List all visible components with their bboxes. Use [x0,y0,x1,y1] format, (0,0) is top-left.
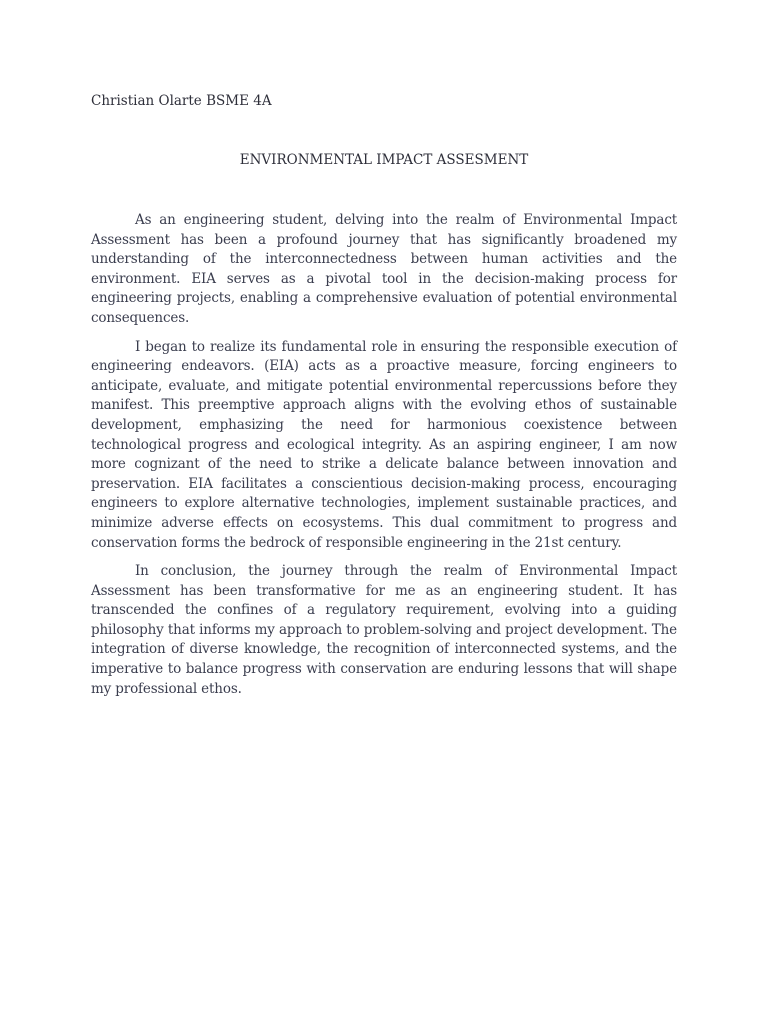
paragraph-2: I began to realize its fundamental role in ensuring the responsible execution of engineering endeavors. (EIA) acts as a proactive measure, forcing engineers to anticipate, evaluate, and mitigate potential environmental repercussions before they manifest. This preemptive approach aligns with the evolving ethos of sustainable development, emphasizing the need for harmonious coexistence between technological progress and ecological integrity. As an aspiring engineer, I am now more cognizant of the need to strike a delicate balance between innovation and preservation. EIA facilitates a conscientious decision-making process, encouraging engineers to explore alternative technologies, implement sustainable practices, and minimize adverse effects on ecosystems. This dual commitment to progress and conservation forms the bedrock of responsible engineering in the 21st century. [91,338,677,551]
paragraph-3: In conclusion, the journey through the realm of Environmental Impact Assessment has been transformative for me as an engineering student. It has transcended the confines of a regulatory requirement, evolving into a guiding philosophy that informs my approach to problem-solving and project development. The integration of diverse knowledge, the recognition of interconnected systems, and the imperative to balance progress with conservation are enduring lessons that will shape my professional ethos. [91,563,677,697]
author-line: Christian Olarte BSME 4A [91,93,272,109]
document-body [91,211,677,708]
document-title: ENVIRONMENTAL IMPACT ASSESMENT [239,152,529,168]
paragraph-1: As an engineering student, delving into the realm of Environmental Impact Assessment has been a profound journey that has significantly broadened my understanding of the interconnectedness between human activities and the environment. EIA serves as a pivotal tool in the decision-making process for engineering projects, enabling a comprehensive evaluation of potential environmental consequences. [91,212,677,326]
